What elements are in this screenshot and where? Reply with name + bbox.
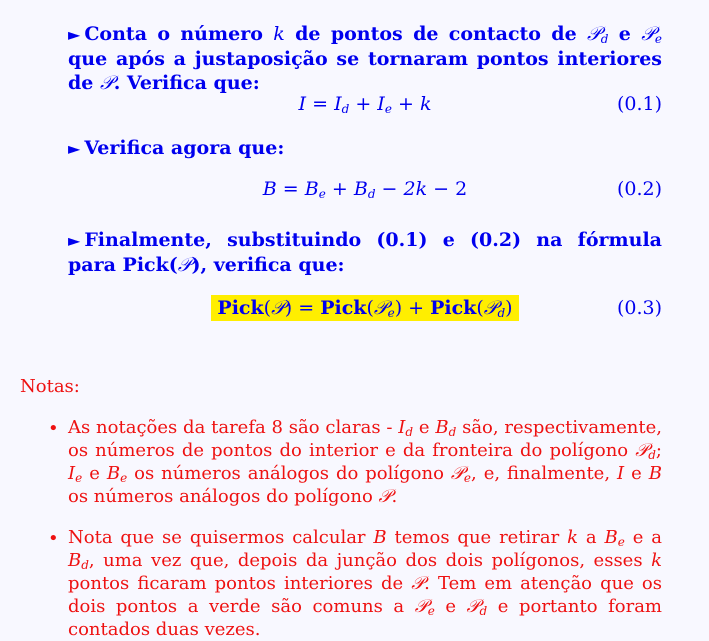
n2-c: a: [578, 527, 605, 548]
note-2: [68, 526, 662, 641]
equation-0-3-number: (0.3): [616, 297, 662, 319]
n2-p: 𝒫: [411, 573, 425, 594]
eq2-plus: +: [331, 178, 348, 200]
eq2-sub1: e: [318, 187, 326, 201]
n2-pd: 𝒫: [466, 596, 480, 617]
n2-pe-sub: e: [427, 604, 435, 618]
n1-c: são, respectivamente, os números de pontos do interior e da fronteira do polígono: [68, 417, 662, 461]
pick-1: Pick: [217, 297, 264, 319]
pick-2: Pick: [320, 297, 367, 319]
n1-d: ;: [655, 440, 662, 461]
n2-bd-sub: d: [81, 558, 89, 572]
eq3-equals: =: [298, 297, 315, 319]
triangle-bullet-icon: ►: [68, 139, 81, 158]
n1-h: e: [624, 463, 649, 484]
pick-sub-d: d: [497, 306, 506, 320]
eq2-tail-2: 2: [455, 178, 468, 200]
note-1: [68, 416, 662, 508]
n2-pd-sub: d: [479, 604, 488, 618]
eq1-sub1: d: [341, 102, 350, 116]
n1-i: I: [617, 463, 625, 484]
n1-pe: 𝒫: [450, 463, 464, 484]
n1-id-sub: d: [405, 425, 414, 439]
eq1-sub2: e: [384, 102, 392, 116]
n1-be-sub: e: [120, 471, 128, 485]
eq3-plus: +: [408, 297, 425, 319]
equation-0-2: [68, 175, 662, 203]
pick-p-1: 𝒫: [271, 297, 285, 319]
item-1-pd-sub: d: [600, 32, 609, 46]
equation-0-3-expr: [68, 294, 662, 322]
equation-0-2-expr: [68, 175, 662, 203]
n2-e: , uma vez que, depois da junção dos dois polígonos, esses: [88, 550, 652, 571]
n2-a: Nota que se quisermos calcular: [68, 527, 374, 548]
item-1-p: 𝒫: [100, 72, 114, 94]
eq2-rhs1: B: [304, 178, 319, 200]
equation-0-1: [68, 90, 662, 118]
eq1-rhs1: I: [334, 93, 342, 115]
item-1-pd: 𝒫: [587, 23, 601, 45]
eq1-equals: =: [312, 93, 329, 115]
eq2-minus-2: −: [433, 178, 450, 200]
eq1-plus-2: +: [397, 93, 414, 115]
bullet-icon: •: [48, 418, 59, 439]
n1-ie-sub: e: [75, 471, 83, 485]
n2-i: e portanto foram contados duas vezes.: [68, 596, 662, 640]
eq2-lhs: B: [262, 178, 277, 200]
n1-bd: B: [435, 417, 449, 438]
pick-p-3: 𝒫: [483, 297, 498, 319]
eq2-rhs2: B: [353, 178, 368, 200]
n2-k1: k: [567, 527, 579, 548]
n1-be: B: [106, 463, 121, 484]
n1-b2: B: [648, 463, 662, 484]
n1-bd-sub: d: [448, 425, 457, 439]
pick-3: Pick: [430, 297, 477, 319]
eq1-plus-1: +: [355, 93, 372, 115]
n2-be-sub: e: [617, 535, 625, 549]
equation-0-1-number: (0.1): [616, 93, 662, 115]
n2-b: temos que retirar: [386, 527, 568, 548]
item-1-text-e: . Verifica que:: [113, 72, 260, 94]
item-1-text-b: de pontos de contacto de: [284, 23, 588, 45]
triangle-bullet-icon: ►: [68, 25, 81, 44]
equation-0-3: [68, 294, 662, 322]
n1-p: 𝒫: [378, 486, 392, 507]
n1-id: I: [398, 417, 406, 438]
n1-e: e: [82, 463, 107, 484]
eq1-rhs2: I: [377, 93, 385, 115]
item-1-text-d: que após a justaposição se tornaram pontos interiores de: [68, 48, 662, 94]
n2-be: B: [604, 527, 618, 548]
n1-g: , e, finalmente,: [471, 463, 618, 484]
item-1-k: k: [273, 23, 285, 45]
n1-ie: I: [68, 463, 76, 484]
n2-b-var: B: [373, 527, 387, 548]
eq2-tail: 2k: [403, 178, 428, 200]
equation-0-1-expr: [68, 90, 662, 118]
item-3-text-b: ), verifica que:: [191, 254, 345, 276]
n2-g: . Tem em atenção que os dois pontos a verde são comuns a: [68, 573, 662, 617]
n2-bd: B: [68, 550, 82, 571]
item-3-p: 𝒫: [177, 254, 192, 276]
n1-f: os números análogos do polígono: [127, 463, 451, 484]
n1-j: os números análogos do polígono: [68, 486, 379, 507]
n1-end: .: [391, 486, 398, 507]
n2-d: e a: [624, 527, 663, 548]
item-1-text-c: e: [608, 23, 642, 45]
notes-title: Notas:: [20, 376, 80, 397]
item-1-text-a: Conta o número: [84, 23, 274, 45]
n1-b: e: [413, 417, 436, 438]
n1-pd-sub: d: [648, 448, 656, 462]
n1-pd: 𝒫: [635, 440, 649, 461]
eq2-sub2: d: [367, 187, 376, 201]
eq1-tail: k: [419, 93, 432, 115]
item-1-pe-sub: e: [654, 32, 663, 46]
equation-0-2-number: (0.2): [616, 178, 662, 200]
n1-a: As notações da tarefa 8 são claras -: [68, 417, 399, 438]
bullet-icon: •: [48, 528, 59, 549]
pick-sub-e: e: [387, 306, 395, 320]
item-3-text-a: Finalmente, substituindo (0.1) e (0.2) na fórmula para Pick(: [68, 229, 662, 276]
n2-k2: k: [651, 550, 662, 571]
pick-formula-highlight: Pick(𝒫) = Pick(𝒫$_e$) + Pick(𝒫$_d$): [211, 295, 518, 321]
n2-pe: 𝒫: [414, 596, 428, 617]
item-1-paragraph: [68, 22, 662, 95]
eq1-lhs: I: [298, 93, 307, 115]
item-1-pe: 𝒫: [641, 23, 655, 45]
n2-h: e: [434, 596, 467, 617]
eq2-minus-1: −: [381, 178, 398, 200]
triangle-bullet-icon: ►: [68, 231, 81, 250]
pick-p-2: 𝒫: [373, 297, 388, 319]
n1-pe-sub: e: [463, 471, 472, 485]
n2-f: pontos ficaram pontos interiores de: [68, 573, 412, 594]
item-2-paragraph: [68, 136, 662, 161]
item-2-text: Verifica agora que:: [84, 137, 285, 159]
eq2-equals: =: [282, 178, 299, 200]
item-3-paragraph: [68, 228, 662, 277]
